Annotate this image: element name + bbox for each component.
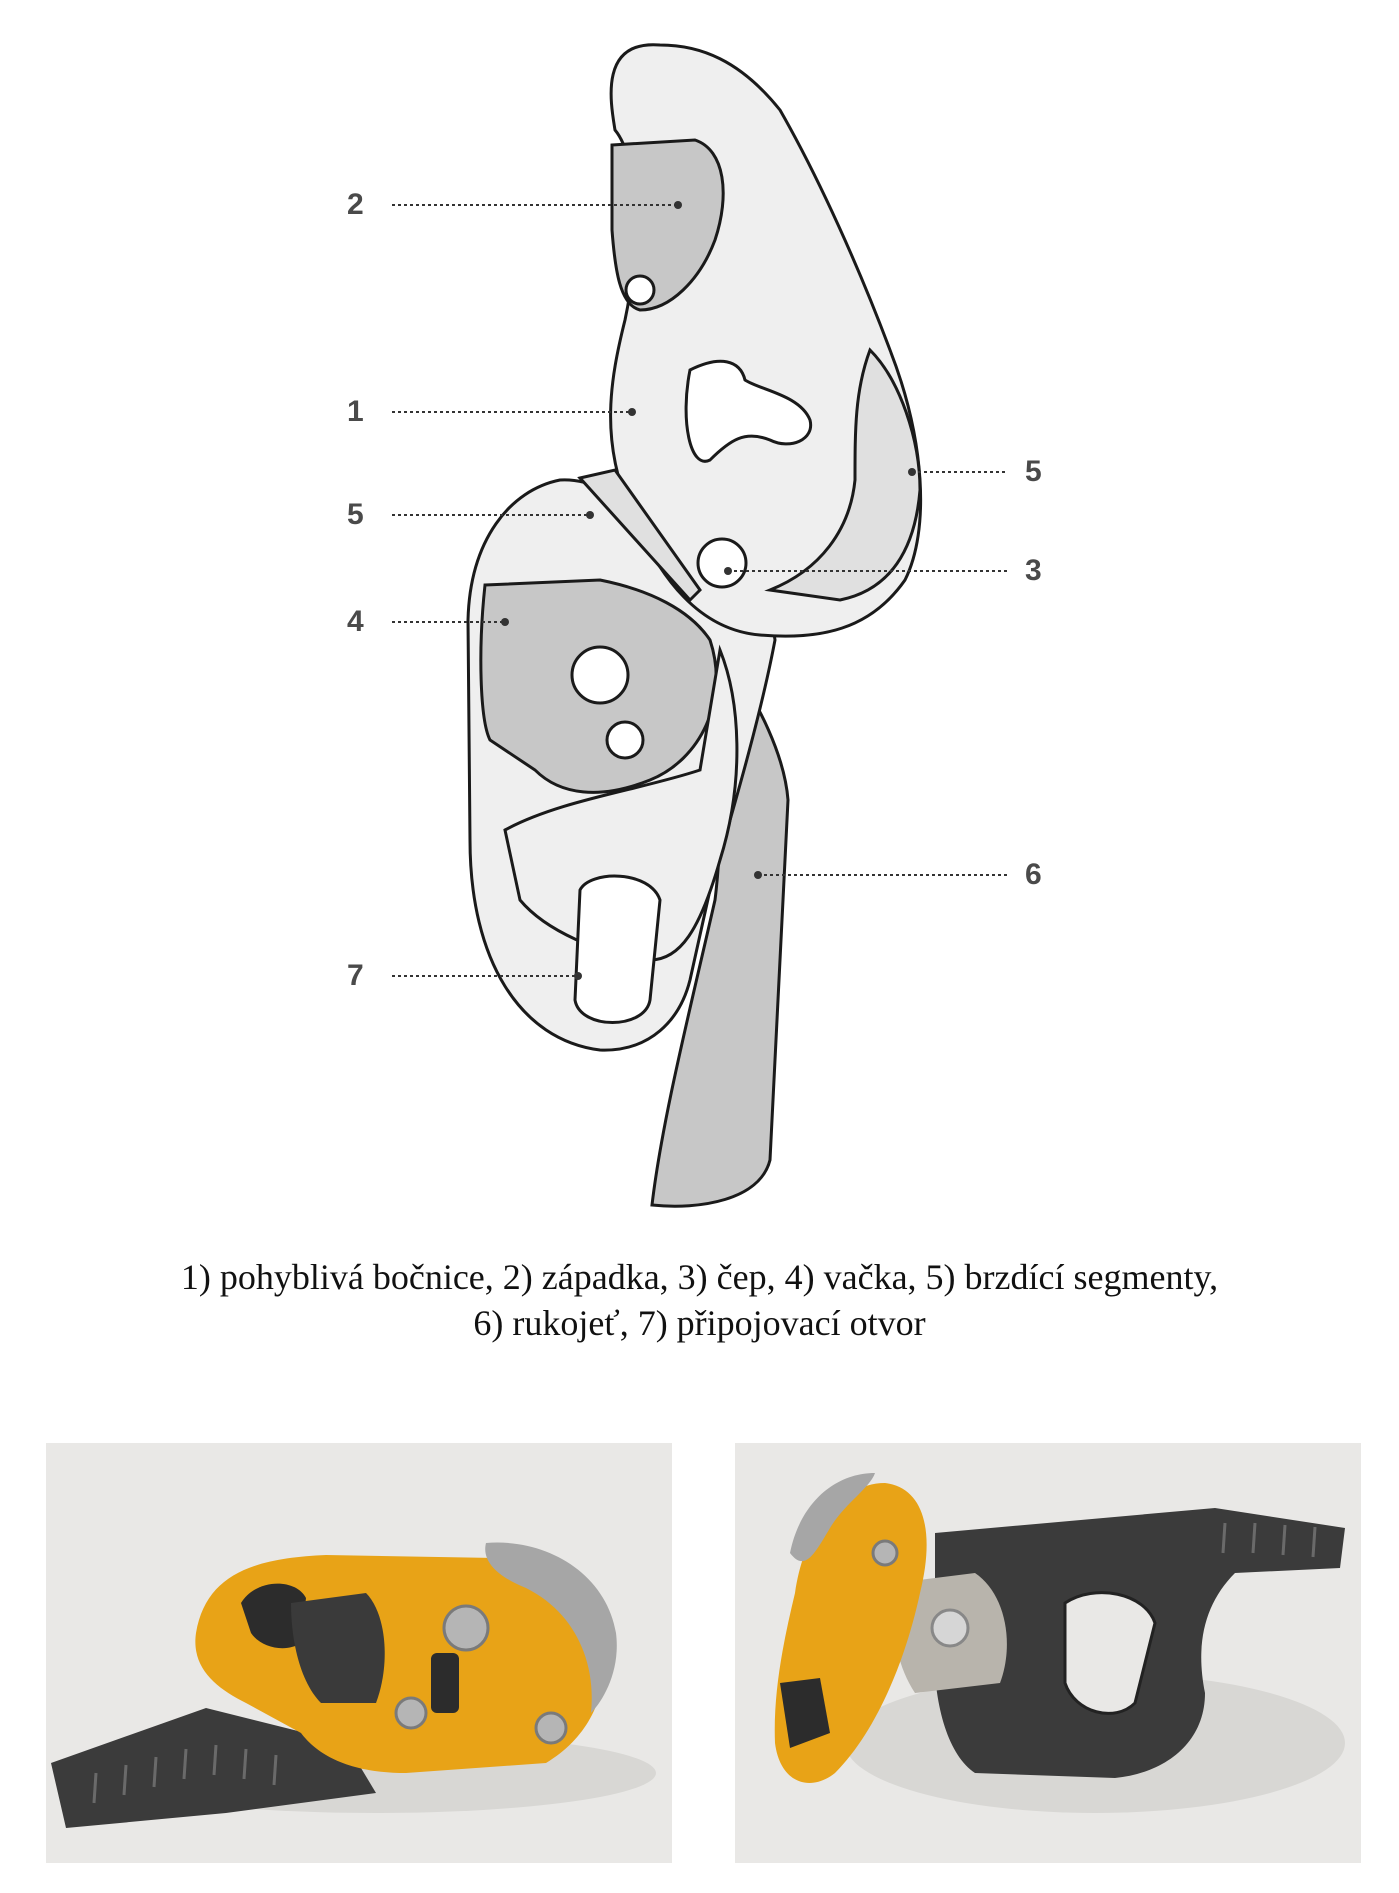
leader-dot-7 [574,972,582,980]
leader-dot-4 [501,618,509,626]
callout-label-5-right: 5 [1025,455,1042,488]
callout-label-4: 4 [347,605,364,638]
leader-dot-2 [674,201,682,209]
legend-line-2: 6) rukojeť, 7) připojovací otvor [473,1303,926,1343]
callout-label-3: 3 [1025,554,1042,587]
callout-label-7: 7 [347,959,364,992]
pivot-pin [698,539,746,587]
latch-pin [626,276,654,304]
cam-hole-small [607,722,643,758]
callout-label-2: 2 [347,188,364,221]
legend-line-1: 1) pohyblivá bočnice, 2) západka, 3) čep, 4) vačka, 5) brzdící segmenty, [180,1257,1219,1297]
photo-open-device [735,1443,1361,1863]
callout-label-5-left: 5 [347,498,364,531]
belay-device-photo-icon [46,1443,672,1863]
leader-dot-5-right [908,468,916,476]
callout-label-1: 1 [347,395,364,428]
legend-caption [0,1254,1399,1346]
leader-dot-1 [628,408,636,416]
cam-hole [572,647,628,703]
belay-device-open-photo-icon [735,1443,1361,1863]
leader-dot-5-left [586,511,594,519]
attachment-hole [575,876,660,1022]
callout-label-6: 6 [1025,858,1042,891]
leader-dot-3 [724,567,732,575]
photo-closed-device [46,1443,672,1863]
leader-dot-6 [754,871,762,879]
